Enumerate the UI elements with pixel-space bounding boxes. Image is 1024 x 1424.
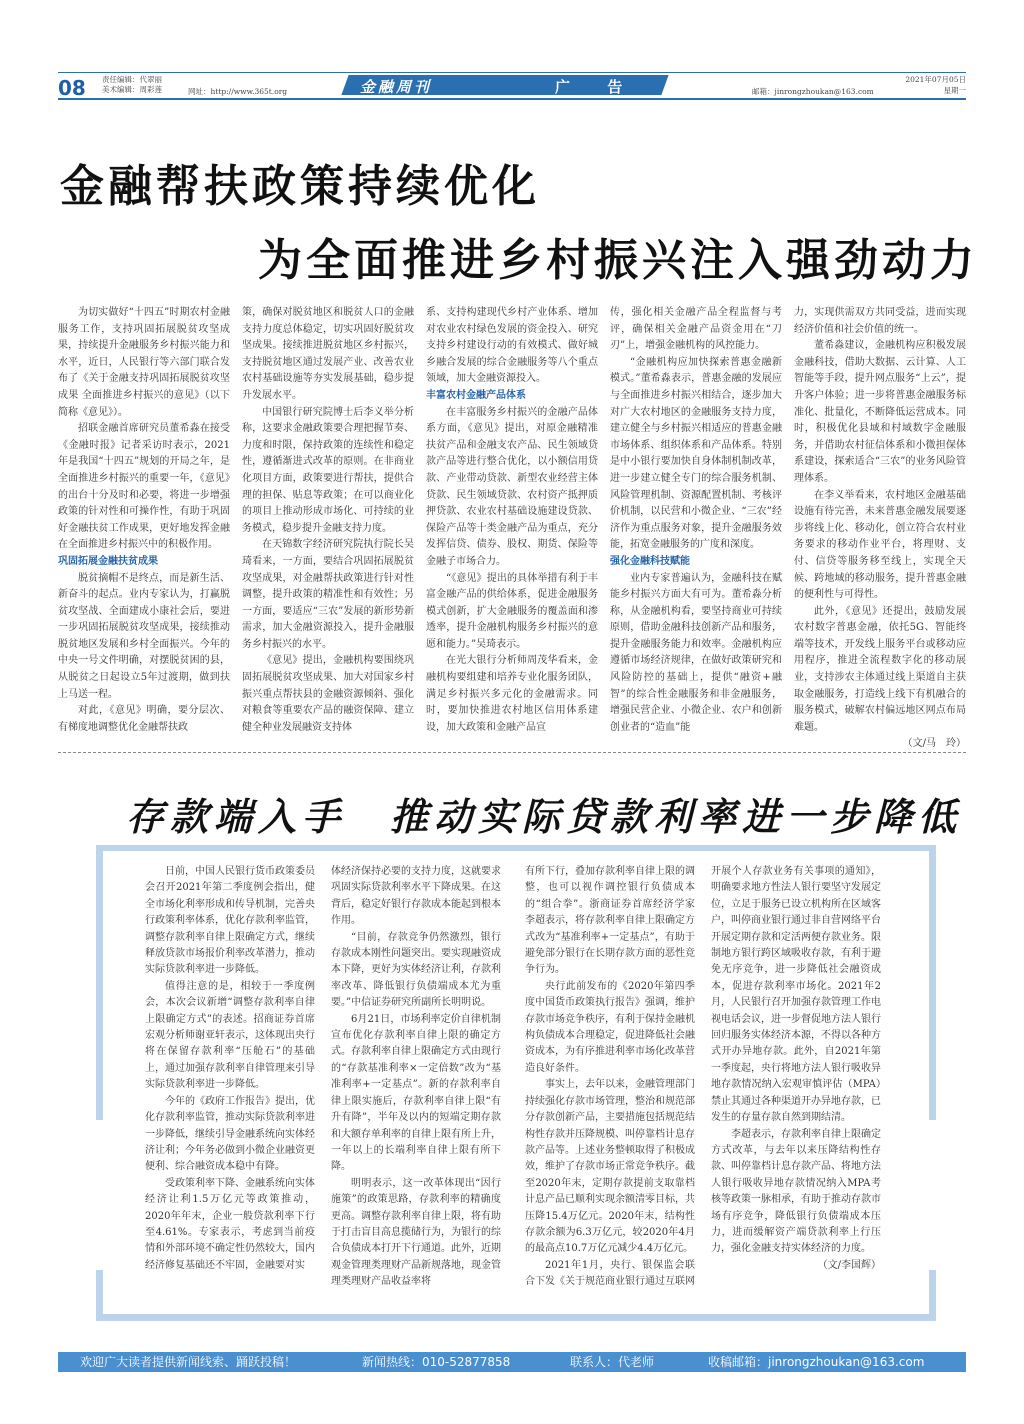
- footer-hotline: 新闻热线：010-52877858: [362, 1355, 511, 1369]
- paragraph: 有所下行，叠加存款利率自律上限的调整，也可以视作调控银行负债成本的“组合拳”。浙商证券首席经济学家李超表示，将存款利率自律上限确定方式改为“基准利率+一定基点”，有助于避免部分银行在长期存款方面的恶性竞争行为。: [525, 866, 695, 976]
- frame-right: [929, 845, 936, 1120]
- paragraph: “金融机构应加快探索普惠金融新模式。”董希淼表示，普惠金融的发展应与全面推进乡村振兴相结合，逐步加大对广大农村地区的金融服务支持力度，建立健全与乡村振兴相适应的普惠金融市场体系、组织体系和产品体系。特别是中小银行要加快自身体制机制改革，进一步建立健全专门的综合服务机制、风险管理机制、资源配置机制、考核评价机制，以民营和小微企业、“三农”经济作为重点服务对象，提升金融服务效能，拓宽金融服务的广度和深度。: [610, 356, 782, 551]
- paragraph: 在天锦数字经济研究院执行院长吴琦看来，一方面，要结合巩固拓展脱贫攻坚成果，对金融帮扶政策进行针对性调整，提升政策的精准性和有效性；另一方面，要适应“三农”发展的新形势新需求，加大金融资源投入，提升金融服务乡村振兴的水平。: [242, 539, 414, 650]
- editor-credits: [102, 75, 162, 95]
- article2-column-1: [145, 864, 315, 1274]
- paragraph: 中国银行研究院博士后李义举分析称，这要求金融政策要合理把握节奏、力度和时限，保持政策的连续性和稳定性，遵循渐进式改革的原则。在非商业化项目方面，政策要进行帮扶，提供合理的担保、贴息等政策；在可以商业化的项目上推动形成市场化、可持续的业务模式，稳步提升金融支持力度。: [242, 406, 414, 534]
- article1-headline-line1: 金融帮扶政策持续优化: [60, 161, 540, 212]
- paragraph: 明明表示，这一改革体现出“因行施策”的政策思路，存款利率的精确度更高。调整存款利率自律上限，将有助于打击盲目高息揽储行为，为银行的综合负债成本打开下行通道。此外，近期观金管理类理财产品新规落地，现金管理类理财产品收益率将: [331, 1177, 501, 1288]
- paragraph: 体经济保持必要的支持力度，这就要求巩固实际贷款利率水平下降成果。在这背后，稳定好银行存款成本能起到根本作用。: [331, 866, 501, 927]
- art-editor: 美术编辑：周彩莲: [102, 85, 162, 94]
- paragraph: 2021年1月，央行、银保监会联合下发《关于规范商业银行通过互联网: [525, 1259, 695, 1288]
- article2-column-3: [525, 864, 695, 1291]
- masthead-bottom-rule: [58, 98, 966, 100]
- paragraph: 今年的《政府工作报告》提出，优化存款利率监管，推动实际贷款利率进一步降低，继续引导金融系统向实体经济让利；今年务必做到小微企业融资更便利、综合融资成本稳中有降。: [145, 1095, 315, 1173]
- paragraph: 业内专家普遍认为，金融科技在赋能乡村振兴方面大有可为。董希淼分析称，从金融机构看，要坚持商业可持续原则，借助金融科技创新产品和服务，提升金融服务能力和效率。金融机构应遵循市场经济规律，在做好政策研究和风险防控的基础上，提供“融资+融智”的综合性金融服务和非金融服务，增强民营企业、小微企业、农户和创新创业者的“造血”能: [610, 572, 782, 733]
- issue-date: [905, 74, 966, 96]
- paper-name: 金融周刊: [360, 78, 433, 96]
- paragraph: 脱贫摘帽不是终点，而是新生活、新奋斗的起点。业内专家认为，打赢脱贫攻坚战、全面建成小康社会后，要进一步巩固拓展脱贫攻坚成果，接续推动脱贫地区发展和乡村全面振兴。今年的中央一号文件明确，对摆脱贫困的县，从脱贫之日起设立5年过渡期，做到扶上马送一程。: [58, 572, 230, 700]
- article1-column-3: [426, 305, 598, 736]
- paragraph: 系、支持构建现代乡村产业体系、增加对农业农村绿色发展的资金投入、研究支持乡村建设行动的有效模式、做好城乡融合发展的综合金融服务等八个重点领域，加大金融资源投入。: [426, 307, 598, 385]
- article1-body: [58, 305, 966, 750]
- date: 2021年07月05日: [905, 75, 966, 84]
- article1-column-5: [794, 305, 966, 753]
- masthead-email: 邮箱：jinrongzhoukan@163.com: [752, 87, 874, 96]
- byline: （文/李国辉）: [817, 1259, 881, 1271]
- frame-bottom: [96, 1314, 936, 1321]
- editor: 责任编辑：代翠丽: [102, 75, 162, 84]
- subheading: 丰富农村金融产品体系: [426, 389, 526, 401]
- article1-headline-line2: 为全面推进乡村振兴注入强劲动力: [258, 235, 978, 286]
- paragraph: 董希淼建议，金融机构应积极发展金融科技，借助大数据、云计算、人工智能等手段，提升网点服务“上云”，提升客户体验；进一步将普惠金融服务标准化、批量化，不断降低运营成本。同时，积极优化县域和村域数字金融服务，并借助农村征信体系和小微担保体系建设，探索适合“三农”的业务风险管理体系。: [794, 340, 966, 484]
- paragraph: 李超表示，存款利率自律上限确定方式改革，与去年以来压降结构性存款、叫停靠档计息存款产品、将地方法人银行吸收异地存款情况纳入MPA考核等政策一脉相承，有助于推动存款市场有序竞争，降低银行负债端成本压力，进而缓解资产端贷款利率上行压力，强化金融支持实体经济的力度。: [711, 1128, 881, 1255]
- section-name: 广 告: [555, 78, 639, 96]
- paragraph: 为切实做好“十四五”时期农村金融服务工作，支持巩固拓展脱贫攻坚成果，持续提升金融服务乡村振兴能力和水平，近日，人民银行等六部门联合发布了《关于金融支持巩固拓展脱贫攻坚成果 全面推进乡村振兴的意见》（以下简称《意见》）。: [58, 307, 230, 418]
- paragraph: 此外，《意见》还提出，鼓励发展农村数字普惠金融，依托5G、智能终端等技术，开发线上服务平台或移动应用程序，推进全流程数字化的移动展业，支持涉农主体通过线上渠道自主获取金融服务，打造线上线下有机融合的服务模式，破解农村偏远地区网点布局难题。: [794, 605, 966, 733]
- paragraph: 受政策利率下降、金融系统向实体经济让利1.5万亿元等政策推动，2020年年末，企业一般贷款利率下行至4.61%。专家表示，考虑到当前疫情和外部环境不确定性仍然较大，国内经济修复基础还不牢固，金融要对实: [145, 1177, 315, 1271]
- paragraph: 力，实现供需双方共同受益，进而实现经济价值和社会价值的统一。: [794, 307, 966, 335]
- masthead-top-rule: [58, 72, 966, 73]
- paragraph: 开展个人存款业务有关事项的通知》，明确要求地方性法人银行要坚守发展定位，立足于服务已设立机构所在区域客户，叫停商业银行通过非自营网络平台开展定期存款和定活两便存款业务。限制地方银行跨区域吸收存款，有利于避免无序竞争，进一步降低社会融资成本，促进存款利率市场化。2021年2月，人民银行召开加强存款管理工作电视电话会议，进一步督促地方法人银行回归服务实体经济本源，不得以各种方式开办异地存款。此外，自2021年第一季度起，央行将地方法人银行吸收异地存款情况纳入宏观审慎评估（MPA）禁止其通过各种渠道开办异地存款，已发生的存量存款自然到期结清。: [711, 866, 881, 1124]
- article2-body: [145, 864, 890, 1294]
- article1-column-1: [58, 305, 230, 736]
- article2-column-4: [711, 864, 881, 1274]
- paragraph: 招联金融首席研究员董希淼在接受《金融时报》记者采访时表示，2021年是我国“十四五”规划的开局之年，是全面推进乡村振兴的重要一年，《意见》的出台十分及时和必要，将进一步增强政策的针对性和可操作性，有助于巩固好金融扶贫工作成果，更好地发挥金融在全面推进乡村振兴中的积极作用。: [58, 423, 230, 551]
- paragraph: 在李义举看来，农村地区金融基础设施有待完善，未来普惠金融发展要逐步将线上化、移动化，创立符合农村业务要求的移动作业平台，将理财、支付、信贷等服务移至线上，实现全天候、跨地域的移动服务，提升普惠金融的便利性与可得性。: [794, 489, 966, 601]
- footer-bar: [58, 1352, 966, 1372]
- weekday: 星期一: [943, 86, 966, 95]
- paragraph: 值得注意的是，相较于一季度例会，本次会议新增“调整存款利率自律上限确定方式”的表述。招商证券首席宏观分析师谢亚轩表示，这体现出央行将在保留存款利率“压舱石”的基础上，通过加强存款利率自律管理来引导实际贷款利率进一步降低。: [145, 980, 315, 1091]
- byline: （文/马 玲）: [902, 738, 966, 750]
- footer-contact: 联系人：代老师: [570, 1355, 655, 1369]
- section-divider: [58, 752, 966, 753]
- article1-column-4: [610, 305, 782, 736]
- paragraph: 日前，中国人民银行货币政策委员会召开2021年第二季度例会指出，健全市场化利率形成和传导机制，完善央行政策利率体系，优化存款利率监管，调整存款利率自律上限确定方式，继续释放贷款市场报价利率改革潜力，推动实际贷款利率进一步降低。: [145, 866, 315, 976]
- footer-email: 收稿邮箱：jinrongzhoukan@163.com: [708, 1355, 925, 1369]
- paragraph: 传，强化相关金融产品全程监督与考评，确保相关金融产品资金用在“刀刃”上，增强金融机构的风控能力。: [610, 307, 782, 352]
- article2-headline: 存款端入手 推动实际贷款利率进一步降低: [126, 795, 963, 839]
- paragraph: “目前，存款竞争仍然激烈，银行存款成本刚性问题突出。要实现融资成本下降，更好为实体经济让利，存款利率改革、降低银行负债端成本尤为重要。”中信证券研究所副所长明明说。: [331, 931, 501, 1009]
- paragraph: 6月21日，市场利率定价自律机制宣布优化存款利率自律上限的确定方式。存款利率自律上限确定方式由现行的“存款基准利率×一定倍数”改为“基准利率+一定基点”。新的存款利率自律上限实施后，存款利率自律上限“有升有降”，半年及以内的短端定期存款和大额存单利率的自律上限有所上升，一年以上的长端利率自律上限有所下降。: [331, 1013, 501, 1173]
- article2-column-2: [331, 864, 501, 1291]
- paragraph: 对此，《意见》明确，要分层次、有梯度地调整优化金融帮扶政: [58, 705, 230, 733]
- article1-column-2: [242, 305, 414, 736]
- paragraph: “《意见》提出的具体举措有利于丰富金融产品的供给体系，促进金融服务模式创新，扩大金融服务的覆盖面和渗透率，提升金融机构服务乡村振兴的意愿和能力。”吴琦表示。: [426, 572, 598, 650]
- paragraph: 在丰富服务乡村振兴的金融产品体系方面，《意见》提出，对原金融精准扶贫产品和金融支农产品、民生领域贷款产品等进行整合优化，以小额信用贷款、产业带动贷款、新型农业经营主体贷款、民生领域贷款、农村资产抵押质押贷款、农业农村基础设施建设贷款、保险产品等十类金融产品为重点，充分发挥信贷、债券、股权、期货、保险等金融子市场合力。: [426, 406, 598, 567]
- website: 网址：http://www.365t.org: [188, 87, 288, 96]
- page-number: 08: [58, 76, 86, 100]
- paragraph: 《意见》提出，金融机构要围绕巩固拓展脱贫攻坚成果、加大对国家乡村振兴重点帮扶县的金融资源倾斜、强化对粮食等重要农产品的融资保障、建立健全种业发展融资支持体: [242, 655, 414, 733]
- footer-invite: 欢迎广大读者提供新闻线索、踊跃投稿！: [80, 1355, 297, 1369]
- subheading: 巩固拓展金融扶贫成果: [58, 555, 158, 567]
- paragraph: 在光大银行分析师周茂华看来，金融机构要组建和培养专业化服务团队，满足乡村振兴多元化的金融需求。同时，要加快推进农村地区信用体系建设，加大政策和金融产品宣: [426, 655, 598, 733]
- frame-top: [96, 845, 936, 851]
- frame-left: [96, 845, 103, 1120]
- subheading: 强化金融科技赋能: [610, 555, 690, 567]
- paragraph: 央行此前发布的《2020年第四季度中国货币政策执行报告》强调，维护存款市场竞争秩序，有利于保持金融机构负债成本合理稳定，促进降低社会融资成本，为有序推进利率市场化改革营造良好条件。: [525, 980, 695, 1074]
- paragraph: 策，确保对脱贫地区和脱贫人口的金融支持力度总体稳定，切实巩固好脱贫攻坚成果。接续推进脱贫地区乡村振兴，支持脱贫地区通过发展产业、改善农业农村基础设施等夯实发展基础，稳步提升发展水平。: [242, 307, 414, 401]
- paragraph: 事实上，去年以来，金融管理部门持续强化存款市场管理，整治和规范部分存款创新产品，主要措施包括规范结构性存款并压降规模、叫停靠档计息存款产品等。上述业务整顿取得了积极成效，维护了存款市场正常竞争秩序。截至2020年末，定期存款提前支取靠档计息产品已顺利实现余额清零目标，共压降15.4万亿元。2020年末，结构性存款余额为6.3万亿元，较2020年4月的最高点10.7万亿元减少4.4万亿元。: [525, 1079, 695, 1255]
